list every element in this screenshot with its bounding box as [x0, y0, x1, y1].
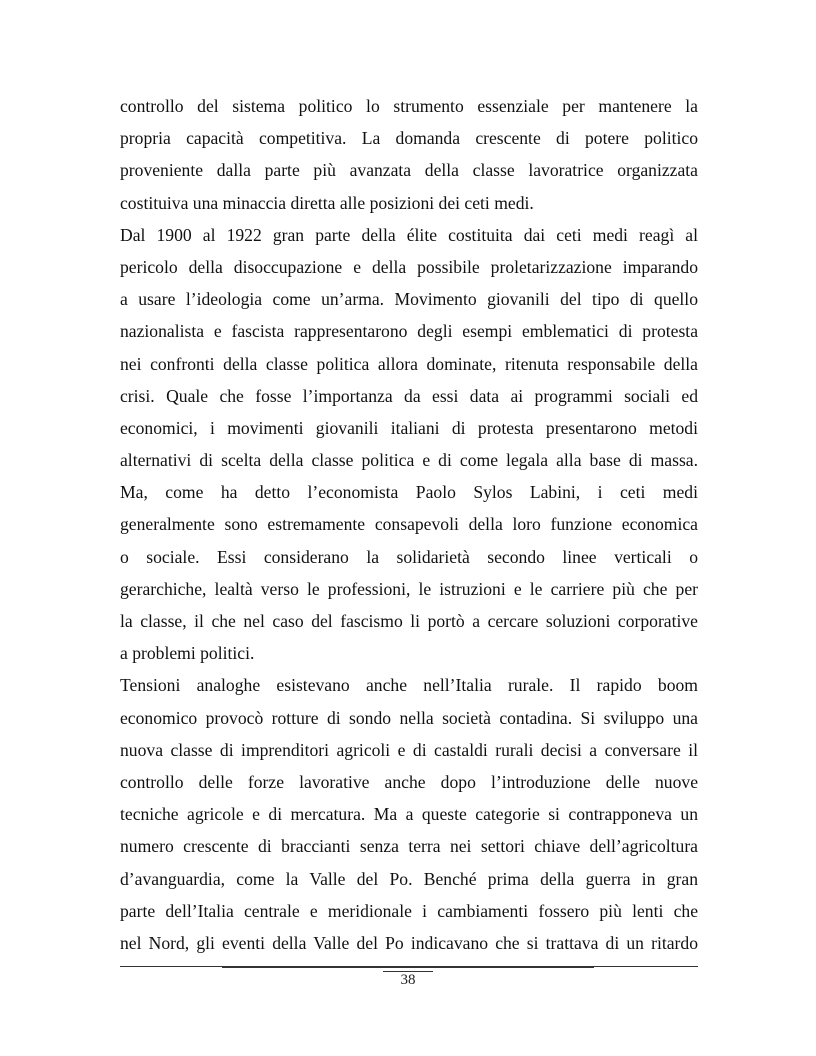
- text-line: d’avanguardia, come la Valle del Po. Benché prima della guerra in gran: [120, 868, 698, 889]
- text-line: Ma, come ha detto l’economista Paolo Sylos Labini, i ceti medi: [120, 482, 698, 503]
- text-line: la classe, il che nel caso del fascismo li portò a cercare soluzioni corporative: [120, 611, 698, 631]
- text-line: proveniente dalla parte più avanzata della classe lavoratrice organizzata: [120, 160, 698, 181]
- text-line: controllo delle forze lavorative anche dopo l’introduzione delle nuove: [120, 771, 698, 792]
- text-line: numero crescente di braccianti senza terra nei settori chiave dell’agricoltura: [120, 836, 698, 857]
- body-text: [120, 90, 698, 959]
- text-line: economico provocò rotture di sondo nella società contadina. Si sviluppo una: [120, 707, 698, 728]
- text-line: propria capacità competitiva. La domanda crescente di potere politico: [120, 128, 698, 149]
- text-line: a problemi politici.: [120, 643, 255, 664]
- text-line: controllo del sistema politico lo strumento essenziale per mantenere la: [120, 96, 698, 116]
- text-line: nel Nord, gli eventi della Valle del Po indicavano che si trattava di un ritardo: [120, 932, 698, 953]
- text-line: alternativi di scelta della classe politica e di come legala alla base di massa.: [120, 450, 698, 471]
- text-line: costituiva una minaccia diretta alle posizioni dei ceti medi.: [120, 192, 534, 213]
- text-line: economici, i movimenti giovanili italiani di protesta presentarono metodi: [120, 417, 698, 438]
- text-line: parte dell’Italia centrale e meridionale i cambiamenti fossero più lenti che: [120, 900, 698, 921]
- text-line: Tensioni analoghe esistevano anche nell’Italia rurale. Il rapido boom: [120, 675, 698, 696]
- text-line: Dal 1900 al 1922 gran parte della élite costituita dai ceti medi reagì al: [120, 224, 698, 245]
- text-line: o sociale. Essi considerano la solidarietà secondo linee verticali o: [120, 546, 698, 567]
- text-line: tecniche agricole e di mercatura. Ma a queste categorie si contrapponeva un: [120, 804, 698, 825]
- text-line: nuova classe di imprenditori agricoli e di castaldi rurali decisi a conversare il: [120, 739, 698, 760]
- page-number: 38: [400, 972, 416, 988]
- text-line: nazionalista e fascista rappresentarono degli esempi emblematici di protesta: [120, 321, 698, 342]
- text-line: nei confronti della classe politica allora dominate, ritenuta responsabile della: [120, 353, 698, 374]
- text-line: pericolo della disoccupazione e della possibile proletarizzazione imparando: [120, 256, 698, 277]
- text-line: crisi. Quale che fosse l’importanza da essi data ai programmi sociali ed: [120, 385, 698, 406]
- text-line: generalmente sono estremamente consapevoli della loro funzione economica: [120, 514, 698, 535]
- text-line: a usare l’ideologia come un’arma. Movimento giovanili del tipo di quello: [120, 289, 698, 310]
- text-line: gerarchiche, lealtà verso le professioni, le istruzioni e le carriere più che per: [120, 578, 698, 599]
- footer-rule-center: [222, 967, 594, 968]
